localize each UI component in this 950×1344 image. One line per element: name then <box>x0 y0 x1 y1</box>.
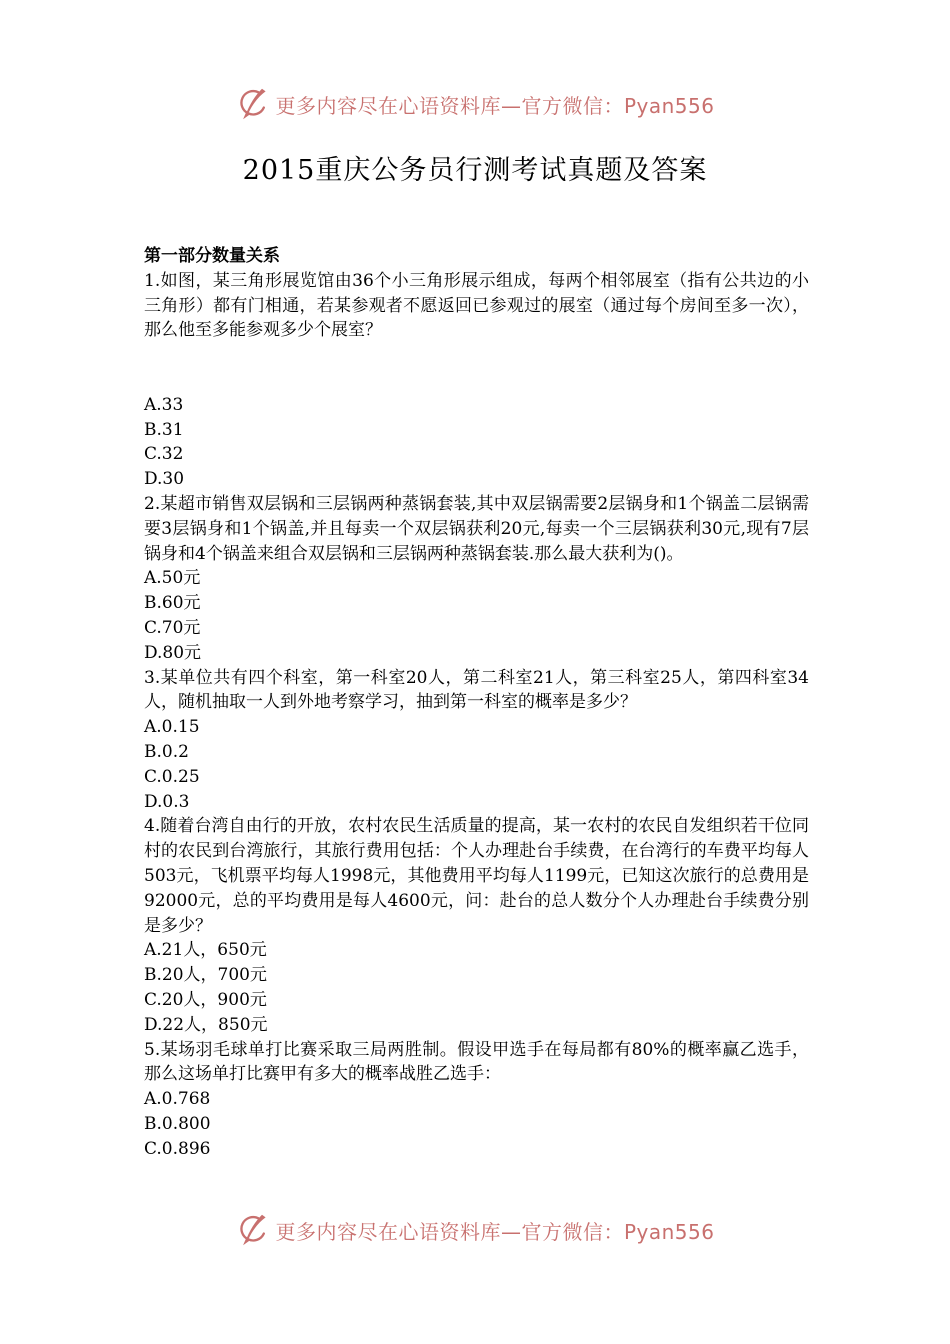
option-b: B.20人，700元 <box>144 965 267 986</box>
quill-pen-logo-icon <box>235 1212 271 1248</box>
option-c: C.32 <box>144 444 184 465</box>
option-b: B.0.2 <box>144 741 189 762</box>
question-stem: 5.某场羽毛球单打比赛采取三局两胜制。假设甲选手在每局都有80%的概率赢乙选手，那么这场单打比赛甲有多大的概率战胜乙选手： <box>144 1039 809 1085</box>
option-b: B.0.800 <box>144 1113 211 1134</box>
header-banner-content <box>235 86 714 122</box>
option-b: B.60元 <box>144 593 201 614</box>
option-d: D.22人，850元 <box>144 1014 268 1035</box>
option-a: A.0.768 <box>144 1089 211 1110</box>
option-c: C.0.25 <box>144 766 200 787</box>
question-stem: 4.随着台湾自由行的开放，农村农民生活质量的提高，某一农村的农民自发组织若干位同村的农民到台湾旅行，其旅行费用包括：个人办理赴台手续费，在台湾行的车费平均每人503元，飞机票平均每人1998元，其他费用平均每人1199元，已知这次旅行的总费用是92000元，总的平均费用是每人4600元，问：赴台的总人数分个人办理赴台手续费分别是多少？ <box>144 816 809 936</box>
question-2 <box>144 492 809 666</box>
header-banner-text: 更多内容尽在心语资料库—官方微信：Pyan556 <box>275 93 715 118</box>
option-c: C.20人，900元 <box>144 989 267 1010</box>
document-title: 2015重庆公务员行测考试真题及答案 <box>242 155 708 186</box>
figure-placeholder <box>144 343 809 393</box>
header-banner <box>0 82 950 126</box>
option-a: A.33 <box>144 394 184 415</box>
footer-banner-content <box>235 1212 714 1248</box>
question-5 <box>144 1038 809 1162</box>
option-a: A.21人，650元 <box>144 940 267 961</box>
footer-banner <box>0 1208 950 1252</box>
option-a: A.0.15 <box>144 717 200 738</box>
option-c: C.0.896 <box>144 1138 211 1159</box>
option-d: D.80元 <box>144 642 202 663</box>
option-c: C.70元 <box>144 617 201 638</box>
document-body <box>144 244 809 1161</box>
option-b: B.31 <box>144 419 184 440</box>
question-3 <box>144 666 809 815</box>
option-a: A.50元 <box>144 568 201 589</box>
option-d: D.30 <box>144 469 185 490</box>
question-4 <box>144 814 809 1037</box>
footer-banner-text: 更多内容尽在心语资料库—官方微信：Pyan556 <box>275 1219 715 1244</box>
question-stem: 3.某单位共有四个科室，第一科室20人，第二科室21人，第三科室25人，第四科室34人，随机抽取一人到外地考察学习，抽到第一科室的概率是多少？ <box>144 667 809 713</box>
option-d: D.0.3 <box>144 791 190 812</box>
question-stem: 1.如图，某三角形展览馆由36个小三角形展示组成，每两个相邻展室（指有公共边的小三角形）都有门相通，若某参观者不愿返回已参观过的展室（通过每个房间至多一次），那么他至多能参观多少个展室？ <box>144 270 809 341</box>
question-1 <box>144 269 809 492</box>
section-heading: 第一部分数量关系 <box>144 246 280 266</box>
question-stem: 2.某超市销售双层锅和三层锅两种蒸锅套装,其中双层锅需要2层锅身和1个锅盖二层锅需要3层锅身和1个锅盖,并且每卖一个双层锅获利20元,每卖一个三层锅获利30元,现有7层锅身和4个锅盖来组合双层锅和三层锅两种蒸锅套装.那么最大获利为()。 <box>144 493 809 564</box>
quill-pen-logo-icon <box>235 86 271 122</box>
